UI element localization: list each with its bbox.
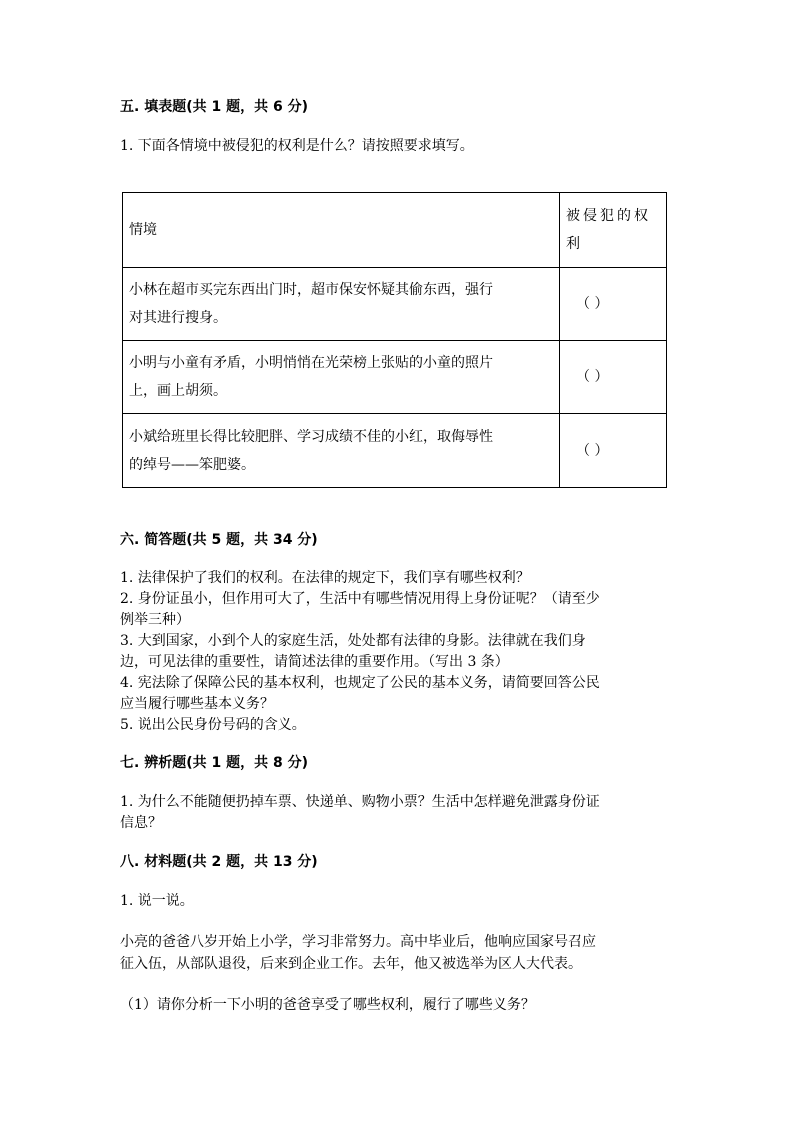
- scenario-cell: [123, 268, 560, 341]
- table-row: [123, 341, 667, 414]
- section6-line: 应当履行哪些基本义务？: [120, 696, 274, 712]
- section8-question-1: 1. 说一说。: [120, 893, 194, 909]
- section7-line: 信息？: [120, 815, 162, 831]
- rights-table: [122, 192, 667, 488]
- answer-blank[interactable]: [560, 341, 667, 414]
- section6-line: 2. 身份证虽小，但作用可大了，生活中有哪些情况用得上身份证呢？（请至少: [120, 591, 600, 607]
- table-row: [123, 414, 667, 488]
- header-right-line2: 利: [566, 236, 580, 252]
- section6-line: 4. 宪法除了保障公民的基本权利，也规定了公民的基本义务，请简要回答公民: [120, 675, 600, 691]
- section6-line: 例举三种）: [120, 612, 190, 628]
- table-row: [123, 268, 667, 341]
- section6-line: 3. 大到国家，小到个人的家庭生活，处处都有法律的身影。法律就在我们身: [120, 633, 586, 649]
- header-right-line1: 被侵犯的权: [566, 208, 651, 224]
- scenario-cell: [123, 341, 560, 414]
- answer-blank-text: （ ）: [576, 296, 609, 312]
- header-scenario: 情境: [123, 193, 560, 268]
- scenario-line: 上，画上胡须。: [129, 383, 227, 399]
- table-header-row: [123, 193, 667, 268]
- scenario-line: 对其进行搜身。: [129, 310, 227, 326]
- scenario-line: 小明与小童有矛盾，小明悄悄在光荣榜上张贴的小童的照片: [129, 355, 493, 371]
- scenario-cell: [123, 414, 560, 488]
- scenario-line: 小林在超市买完东西出门时，超市保安怀疑其偷东西，强行: [129, 282, 493, 298]
- answer-blank[interactable]: [560, 414, 667, 488]
- answer-blank-text: （ ）: [576, 442, 609, 459]
- section7-line: 1. 为什么不能随便扔掉车票、快递单、购物小票？生活中怎样避免泄露身份证: [120, 794, 600, 810]
- section6-line: 1. 法律保护了我们的权利。在法律的规定下，我们享有哪些权利？: [120, 570, 530, 586]
- section6-heading: 六. 简答题(共 5 题，共 34 分): [120, 532, 318, 548]
- section5-heading: 五. 填表题(共 1 题，共 6 分): [120, 99, 308, 115]
- material-line: 小亮的爸爸八岁开始上小学，学习非常努力。高中毕业后，他响应国家号召应: [120, 934, 596, 950]
- answer-blank-text: （ ）: [576, 369, 609, 385]
- section7-heading: 七. 辨析题(共 1 题，共 8 分): [120, 755, 308, 771]
- section5-question-1: 1. 下面各情境中被侵犯的权利是什么？请按照要求填写。: [120, 138, 474, 154]
- material-line: 征入伍，从部队退役，后来到企业工作。去年，他又被选举为区人大代表。: [120, 956, 582, 972]
- header-violated-right: [560, 193, 667, 268]
- section8-heading: 八. 材料题(共 2 题，共 13 分): [120, 854, 318, 870]
- scenario-line: 小斌给班里长得比较肥胖、学习成绩不佳的小红，取侮辱性: [129, 428, 493, 445]
- scenario-line: 的绰号——笨肥婆。: [129, 456, 255, 473]
- section6-line: 边，可见法律的重要性，请简述法律的重要作用。（写出 3 条）: [120, 654, 509, 670]
- answer-blank[interactable]: [560, 268, 667, 341]
- section6-line: 5. 说出公民身份号码的含义。: [120, 717, 306, 733]
- section8-subquestion-1: （1）请你分析一下小明的爸爸享受了哪些权利，履行了哪些义务？: [120, 997, 535, 1013]
